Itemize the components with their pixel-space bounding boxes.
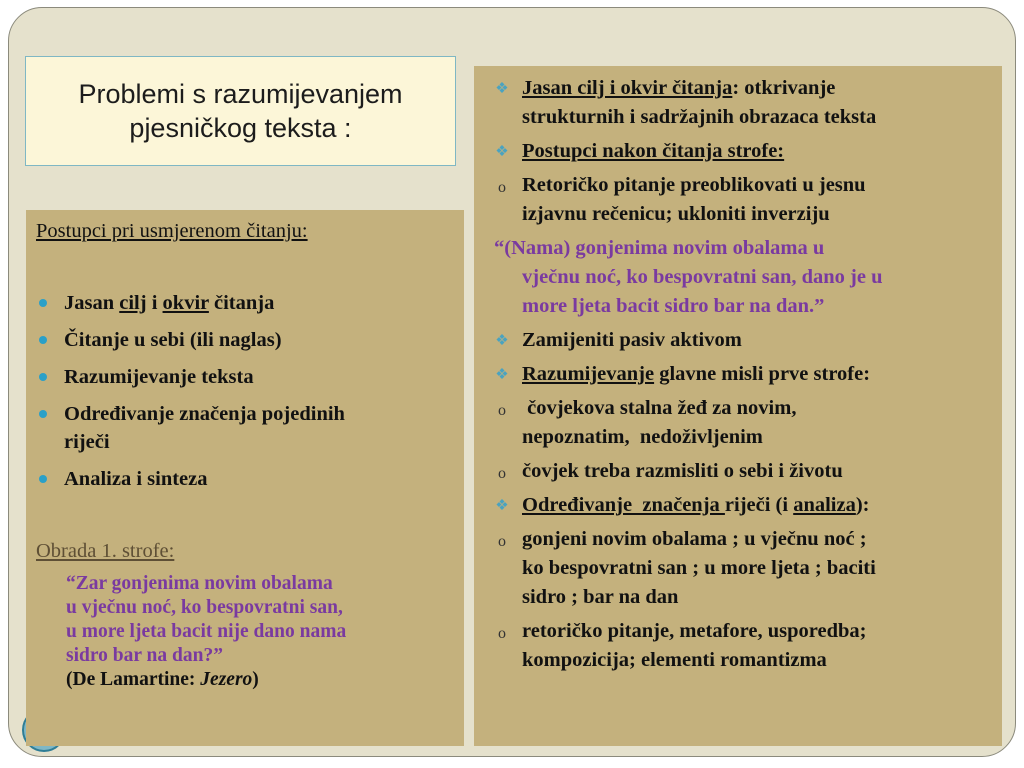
item-text: Određivanje značenja pojedinih <box>64 403 345 425</box>
circle-bullet-icon: o <box>498 402 506 419</box>
item-text: Čitanje u sebi (ili naglas) <box>64 329 282 351</box>
left-heading <box>36 218 454 244</box>
diamond-bullet-icon: ❖ <box>495 367 509 383</box>
bullet-dot-icon <box>39 373 47 381</box>
section-heading-text: Obrada 1. strofe: <box>36 540 175 562</box>
bullet-dot-icon <box>39 475 47 483</box>
item-text: Retoričko pitanje preoblikovati u jesnu <box>522 174 866 196</box>
bullet-dot-icon <box>39 410 47 418</box>
item-text: riječi (i <box>724 494 794 516</box>
quote-line: vječnu noć, ko bespovratni san, dano je u <box>522 266 883 288</box>
poem-quote <box>36 572 454 668</box>
poem-credit <box>36 668 454 692</box>
item-text: sidro ; bar na dan <box>522 586 679 608</box>
bullet-dot-icon <box>39 299 47 307</box>
reading-steps-list <box>36 289 454 493</box>
list-item <box>484 491 996 520</box>
item-text: strukturnih i sadržajnih obrazaca teksta <box>522 106 877 128</box>
right-panel <box>474 66 1002 746</box>
item-text: čovjekova stalna žeđ za novim, <box>522 397 797 419</box>
title-line-1: Problemi s razumijevanjem <box>78 79 403 109</box>
item-text: kompozicija; elementi romantizma <box>522 649 827 671</box>
item-text: čovjek treba razmisliti o sebi i životu <box>522 460 843 482</box>
item-text: Zamijeniti pasiv aktivom <box>522 329 742 351</box>
item-text-underlined: analiza <box>793 494 856 516</box>
title-box <box>25 56 456 166</box>
item-text: nepoznatim, nedoživljenim <box>522 426 763 448</box>
list-item <box>484 617 996 675</box>
item-text: Analiza i sinteza <box>64 468 208 490</box>
diamond-bullet-icon: ❖ <box>495 81 509 97</box>
item-text: Jasan <box>64 292 120 314</box>
list-item <box>36 465 454 493</box>
item-text: čitanja <box>208 292 275 314</box>
slide <box>8 7 1016 757</box>
diamond-bullet-icon: ❖ <box>495 144 509 160</box>
bullet-dot-icon <box>39 336 47 344</box>
item-text-underlined: Jasan cilj i okvir čitanja <box>522 77 733 99</box>
item-text-underlined: Razumijevanje <box>522 363 655 385</box>
item-text-underlined: Postupci nakon čitanja strofe: <box>522 140 785 162</box>
list-item <box>484 171 996 229</box>
list-item <box>484 525 996 612</box>
item-text: i <box>146 292 163 314</box>
item-text: izjavnu rečenicu; ukloniti inverziju <box>522 203 830 225</box>
item-text: retoričko pitanje, metafore, usporedba; <box>522 620 867 642</box>
item-text-underlined: okvir <box>162 292 209 314</box>
quote-line: sidro bar na dan?” <box>66 645 223 666</box>
left-panel <box>26 210 464 746</box>
item-text: : otkrivanje <box>732 77 836 99</box>
circle-bullet-icon: o <box>498 533 506 550</box>
list-item <box>484 137 996 166</box>
item-text: Razumijevanje teksta <box>64 366 254 388</box>
list-item <box>484 74 996 132</box>
list-item <box>36 363 454 391</box>
circle-bullet-icon: o <box>498 625 506 642</box>
list-item <box>484 326 996 355</box>
item-text: ): <box>855 494 870 516</box>
section-heading <box>36 538 454 564</box>
item-text-underlined: Određivanje značenja <box>522 494 725 516</box>
list-item <box>484 360 996 389</box>
list-item <box>484 394 996 452</box>
quote-line: “(Nama) gonjenima novim obalama u <box>494 237 825 259</box>
credit-text: ) <box>252 669 259 690</box>
item-text: riječi <box>64 431 110 453</box>
credit-text: (De Lamartine: <box>66 669 201 690</box>
quote-line: more ljeta bacit sidro bar na dan.” <box>522 295 825 317</box>
page-title <box>78 77 402 145</box>
list-item <box>36 326 454 354</box>
item-text-underlined: cilj <box>119 292 147 314</box>
diamond-bullet-icon: ❖ <box>495 498 509 514</box>
poem-quote-transformed <box>484 234 996 321</box>
title-line-2: pjesničkog teksta : <box>129 113 352 143</box>
item-text: gonjeni novim obalama ; u vječnu noć ; <box>522 528 867 550</box>
list-item <box>484 457 996 486</box>
credit-work-title: Jezero <box>200 669 253 690</box>
quote-line: u vječnu noć, ko bespovratni san, <box>66 597 343 618</box>
circle-bullet-icon: o <box>498 179 506 196</box>
list-item <box>36 289 454 317</box>
list-item <box>36 400 454 456</box>
quote-line: “Zar gonjenima novim obalama <box>66 573 333 594</box>
circle-bullet-icon: o <box>498 465 506 482</box>
item-text: ko bespovratni san ; u more ljeta ; baciti <box>522 557 876 579</box>
diamond-bullet-icon: ❖ <box>495 333 509 349</box>
left-heading-text: Postupci pri usmjerenom čitanju: <box>36 220 308 242</box>
quote-line: u more ljeta bacit nije dano nama <box>66 621 347 642</box>
item-text: glavne misli prve strofe: <box>654 363 871 385</box>
